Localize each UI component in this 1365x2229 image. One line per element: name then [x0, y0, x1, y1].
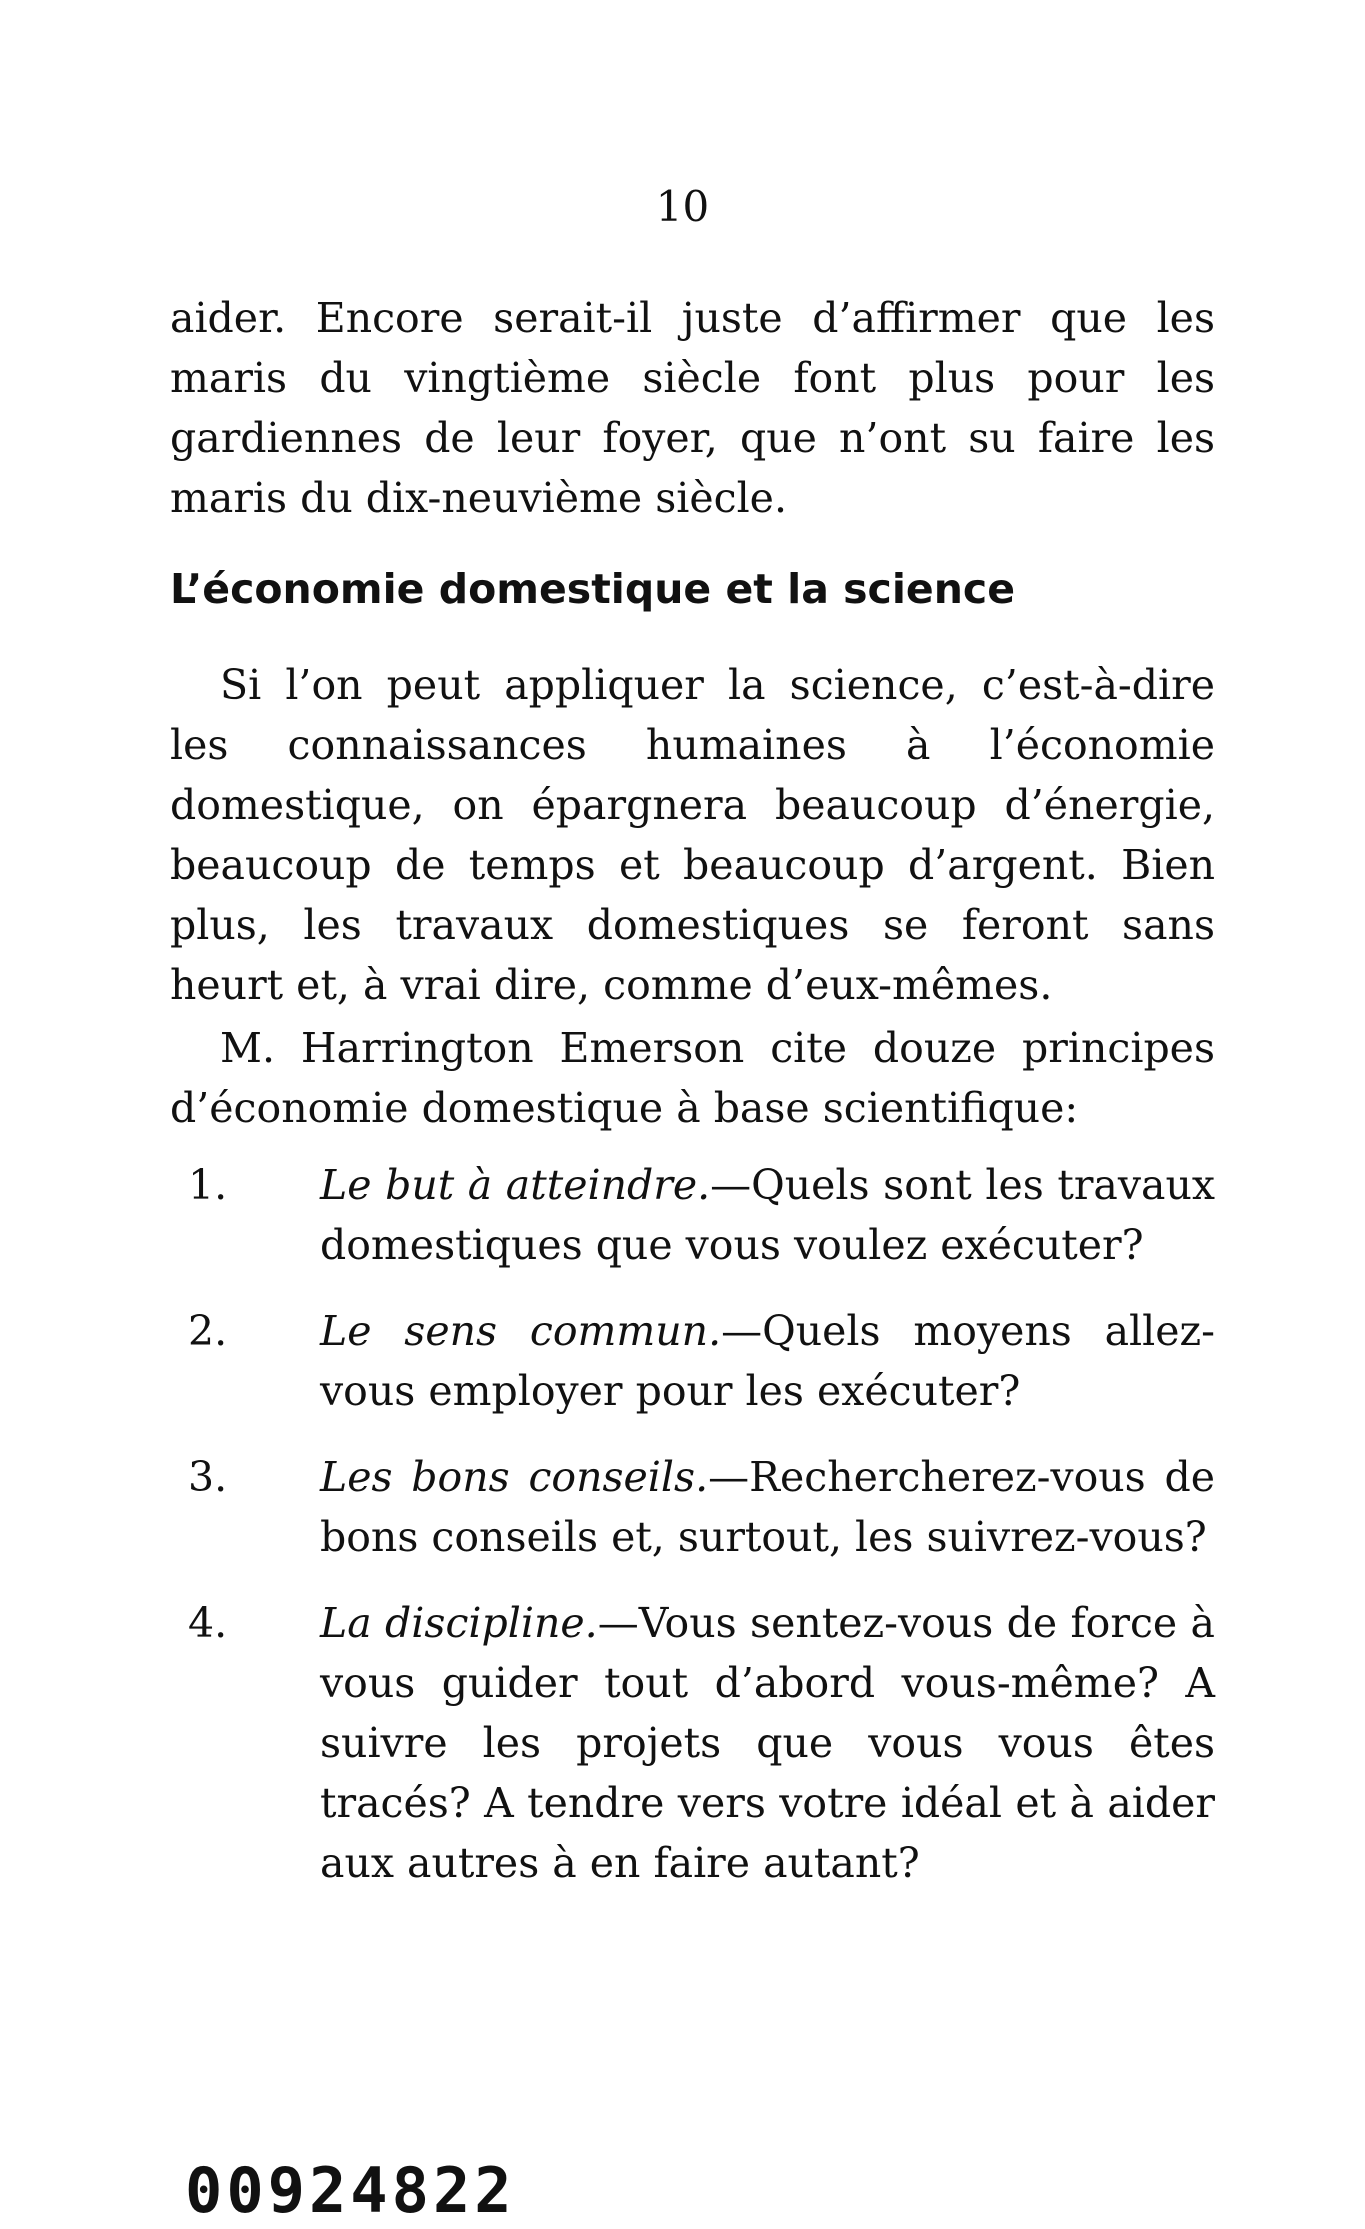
paragraph-emerson: M. Harrington Emerson cite douze principes d’économie domestique à base scientifique: — [170, 1024, 1215, 1132]
catalog-number: 00924822 — [185, 2154, 516, 2227]
item-text: —Vous sentez-vous de force à vous guider tout d’abord vous-même? A suivre les projets que vous vous êtes tracés? A tendre vers votre idéal et à aider aux autres à en faire autant? — [320, 1599, 1215, 1887]
item-term: Les bons conseils. — [320, 1453, 709, 1501]
item-text: —Quels moyens allez-vous employer pour les exécuter? — [320, 1307, 1215, 1415]
list-item — [170, 1155, 1215, 1275]
item-term: Le sens commun. — [320, 1307, 722, 1355]
item-number: 4. — [188, 1599, 228, 1647]
item-text: —Quels sont les travaux domestiques que vous voulez exécuter? — [320, 1161, 1216, 1269]
item-term: La discipline. — [320, 1599, 598, 1647]
paragraph-science: Si l’on peut appliquer la science, c’est-à-dire les connaissances humaines à l’économie domestique, on épargnera beaucoup d’énergie, beaucoup de temps et beaucoup d’argent. Bien plus, les travaux domestiques se feront sans heurt et, à vrai dire, comme d’eux-mêmes. — [170, 661, 1215, 1009]
item-term: Le but à atteindre. — [320, 1161, 711, 1209]
item-number: 3. — [188, 1453, 228, 1501]
item-number: 1. — [188, 1161, 228, 1209]
section-heading: L’économie domestique et la science — [170, 565, 1016, 613]
principles-list — [170, 1155, 1215, 1919]
list-item — [170, 1447, 1215, 1567]
item-text: —Rechercherez-vous de bons conseils et, surtout, les suivrez-vous? — [320, 1453, 1215, 1561]
opening-paragraph: aider. Encore serait-il juste d’affirmer que les maris du vingtième siècle font plus pour les gardiennes de leur foyer, que n’ont su faire les maris du dix-neuvième siècle. — [170, 294, 1215, 522]
list-item — [170, 1301, 1215, 1421]
item-number: 2. — [188, 1307, 228, 1355]
page-number: 10 — [655, 182, 710, 231]
list-item — [170, 1593, 1215, 1893]
